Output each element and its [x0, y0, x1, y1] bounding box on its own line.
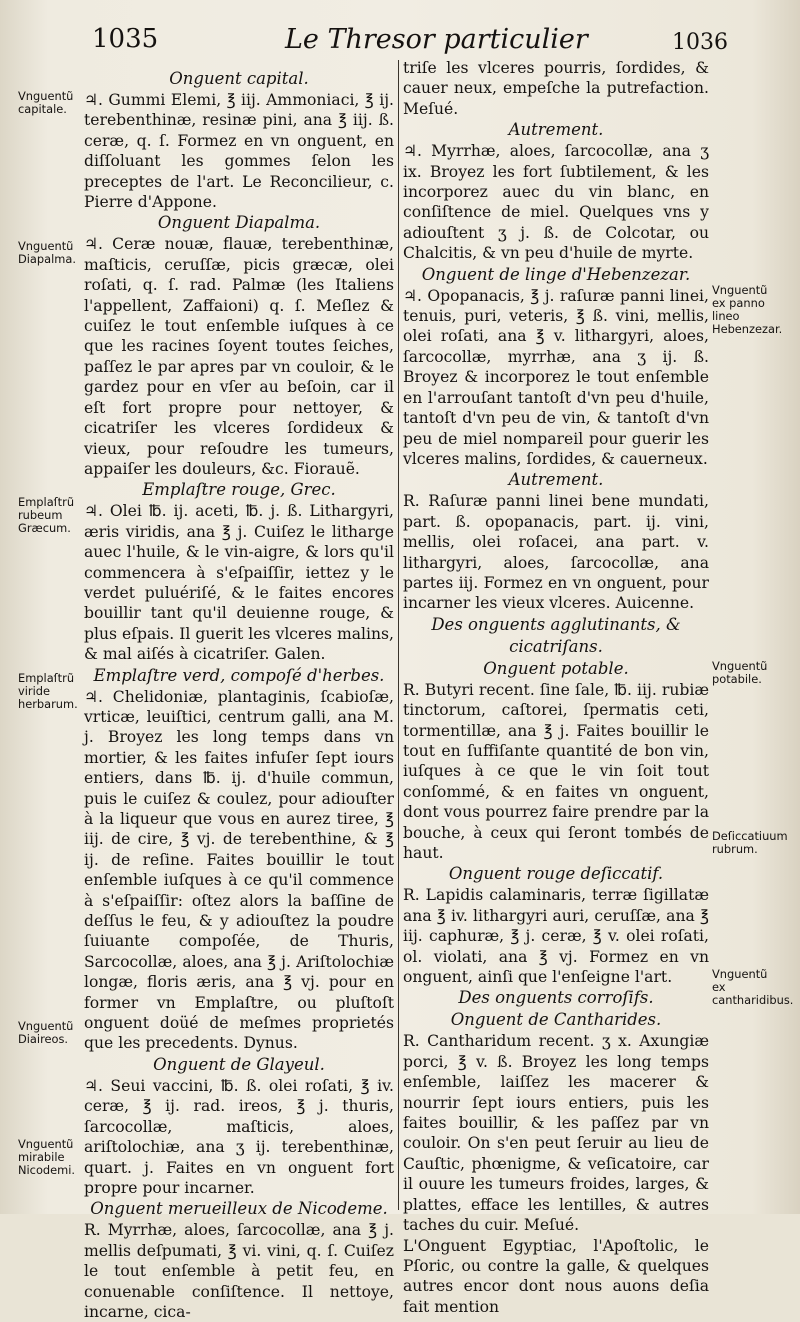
paragraph: R. Cantharidum recent. ʒ x. Axungiæ porci, ℥ v. ß. Broyez les long temps enſemble, laiſſez les macerer & nourrir ſept iours entiers, puis les faites bouillir, & les paſſez par vn couloir. On s'en peut ſeruir au lieu de Cauſtic, phœnigme, & veſicatoire, car il ouure les tumeurs froides, larges, & plattes, efface les lentilles, & autres taches du cuir. Meſué.: [403, 1032, 709, 1235]
heading: Des onguents agglutinants, & cicatriſans.: [431, 614, 681, 656]
heading: Onguent rouge deſiccatif.: [448, 864, 664, 884]
margin-note: Vnguentũ ex cantharidibus.: [712, 967, 794, 1007]
paragraph: L'Onguent Egyptiac, l'Apoſtolic, le Pſoric, ou contre la galle, & quelques autres encor dont nous auons deſia fait mention: [403, 1236, 709, 1316]
page-number-left: 1035: [92, 24, 159, 54]
paragraph: ♃. Chelidoniæ, plantaginis, ſcabioſæ, vrticæ, leuiſtici, centrum galli, ana M. j. Broyez les long temps dans vn mortier, & les faites infuſer ſept iours entiers, dans ℔. ij. d'huile commun, puis le cuiſez & coulez, pour adiouſter à la liqueur que vous en aurez tiree, ℥ iij. de cire, ℥ vj. de terebenthine, & ℥ ij. de reſine. Faites bouillir le tout enſemble iuſques à ce qu'il commence à s'eſpaiſſir: oſtez alors la baſſine de deſſus le feu, & y adiouſtez la poudre ſuiuante compoſée, de Thuris, Sarcocollæ, aloes, ana ℥ j. Ariſtolochiæ longæ, floris æris, ana ℥ vj. pour en former vn Emplaſtre, ou pluſtoſt onguent doüé de meſmes proprietés que les precedents. Dynus.: [84, 687, 394, 1053]
paragraph: R. Lapidis calaminaris, terræ ſigillatæ ana ℥ iv. lithargyri auri, ceruſſæ, ana ℥ iij. caphuræ, ℥ j. ceræ, ℥ v. olei roſati, ol. violati, ana ℥ vj. Formez en vn onguent, ainſi que l'enſeigne l'art.: [403, 886, 709, 987]
heading: Onguent de Cantharides.: [450, 1010, 662, 1030]
paragraph: ♃. Seui vaccini, ℔. ß. olei roſati, ℥ iv. ceræ, ℥ ij. rad. ireos, ℥ j. thuris, ſarcocollæ, maſticis, aloes, ariſtolochiæ, ana ʒ ij. terebenthinæ, quart. j. Faites en vn onguent fort propre pour incarner.: [84, 1076, 394, 1197]
right-column: [403, 58, 709, 1317]
paragraph: ♃. Olei ℔. ij. aceti, ℔. j. ß. Lithargyri, æris viridis, ana ℥ j. Cuiſez le litharge auec l'huile, & le vin-aigre, & lors qu'il commencera à s'eſpaiſſir, iettez y le verdet puluériſé, & le faites encores bouillir tant qu'il deuienne rouge, & plus eſpais. Il guerit les vlceres malins, & mal aiſés à cicatriſer. Galen.: [84, 502, 394, 664]
heading: Onguent merueilleux de Nicodeme.: [90, 1199, 388, 1219]
heading: Onguent de linge d'Hebenzezar.: [421, 264, 691, 284]
heading: Onguent potable.: [483, 658, 629, 678]
paragraph: R. Myrrhæ, aloes, ſarcocollæ, ana ℥ j. mellis deſpumati, ℥ vi. vini, q. ſ. Cuiſez le tout enſemble à petit feu, en conuenable conſiſtence. Il nettoye, incarne, cica-: [84, 1221, 394, 1321]
paragraph: ♃. Opopanacis, ℥ j. raſuræ panni linei, tenuis, puri, veteris, ℥ ß. vini, mellis, olei roſati, ana ℥ v. lithargyri, aloes, ſarcocollæ, myrrhæ, ana ʒ ij. ß. Broyez & incorporez le tout enſemble en l'arrouſant tantoſt d'vn peu d'huile, tantoſt d'vn peu de vin, & tantoſt d'vn peu de miel nompareil pour guerir les vlceres malins, ſordides, & cauerneux.: [403, 286, 709, 468]
paragraph: R. Raſuræ panni linei bene mundati, part. ß. opopanacis, part. ij. vini, mellis, olei roſacei, ana part. v. lithargyri, aloes, ſarcocollæ, ana partes iij. Formez en vn onguent, pour incarner les vieux vlceres. Auicenne.: [403, 492, 709, 613]
margin-note: Deſiccatiuum rubrum.: [712, 829, 788, 856]
heading: Des onguents corroſifs.: [458, 988, 654, 1008]
paragraph: R. Butyri recent. ſine ſale, ℔. iij. rubiæ tinctorum, caſtorei, ſpermatis ceti, tormentillæ, ana ℥ j. Faites bouillir le tout en ſuffiſante quantité de bon vin, iuſques à ce que le vin ſoit tout conſommé, & en faites vn onguent, dont vous pourrez faire prendre par la bouche, à ceux qui ſeront tombés de haut.: [403, 680, 709, 862]
left-column: [84, 68, 394, 1322]
margin-note: Vnguentũ capitale.: [18, 89, 74, 116]
paragraph: ♃. Ceræ nouæ, flauæ, terebenthinæ, maſticis, ceruſſæ, picis græcæ, olei roſati, q. ſ. rad. Palmæ (les Italiens l'appellent, Zaffaioni) q. ſ. Meſlez & cuiſez le tout enſemble iuſques à ce que les racines ſoyent toutes ſeiches, paſſez le par apres par vn couloir, & le gardez pour en vſer au beſoin, car il eſt fort propre pour nettoyer, & cicatriſer les vlceres ſordideux & vieux, pour reſoudre les tumeurs, appaiſer les douleurs, &c. Fiorauẽ.: [84, 235, 394, 478]
paragraph: triſe les vlceres pourris, ſordides, & cauer neux, empeſche la putrefaction. Meſué.: [403, 59, 709, 118]
column-divider: [398, 60, 399, 1210]
margin-note: Vnguentũ Diapalma.: [18, 239, 76, 266]
margin-note: Vnguentũ potabile.: [712, 659, 768, 686]
heading: Emplaſtre rouge, Grec.: [142, 480, 336, 500]
page-number-right: 1036: [672, 30, 728, 55]
heading: Onguent de Glayeul.: [153, 1054, 325, 1074]
margin-note: Vnguentũ Diaireos.: [18, 1019, 74, 1046]
heading: Autrement.: [508, 120, 604, 140]
running-header: [0, 18, 800, 62]
heading: Onguent Diapalma.: [157, 213, 321, 233]
margin-note: Vnguentũ ex panno lineo Hebenzezar.: [712, 283, 783, 336]
margin-note: Emplaſtrũ rubeum Græcum.: [18, 495, 75, 535]
paragraph: ♃. Myrrhæ, aloes, ſarcocollæ, ana ʒ ix. Broyez les fort ſubtilement, & les incorporez auec du vin blanc, en conſiſtence de miel. Quelques vns y adiouſtent ʒ j. ß. de Colcotar, ou Chalcitis, & vn peu d'huile de myrte.: [403, 142, 709, 263]
heading: Onguent capital.: [169, 69, 309, 88]
margin-note: Vnguentũ mirabile Nicodemi.: [18, 1137, 76, 1177]
heading: Autrement.: [508, 470, 604, 490]
running-title: Le Thresor particulier: [285, 24, 588, 55]
paragraph: ♃. Gummi Elemi, ℥ iij. Ammoniaci, ℥ ij. terebenthinæ, resinæ pini, ana ℥ iij. ß. ceræ, q. ſ. Formez en vn onguent, en diſſoluant les gommes ſelon les preceptes de l'art. Le Reconcilieur, c. Pierre d'Appone.: [84, 91, 394, 212]
heading: Emplaſtre verd, compoſé d'herbes.: [93, 665, 385, 685]
margin-note: Emplaſtrũ viride herbarum.: [18, 671, 78, 711]
